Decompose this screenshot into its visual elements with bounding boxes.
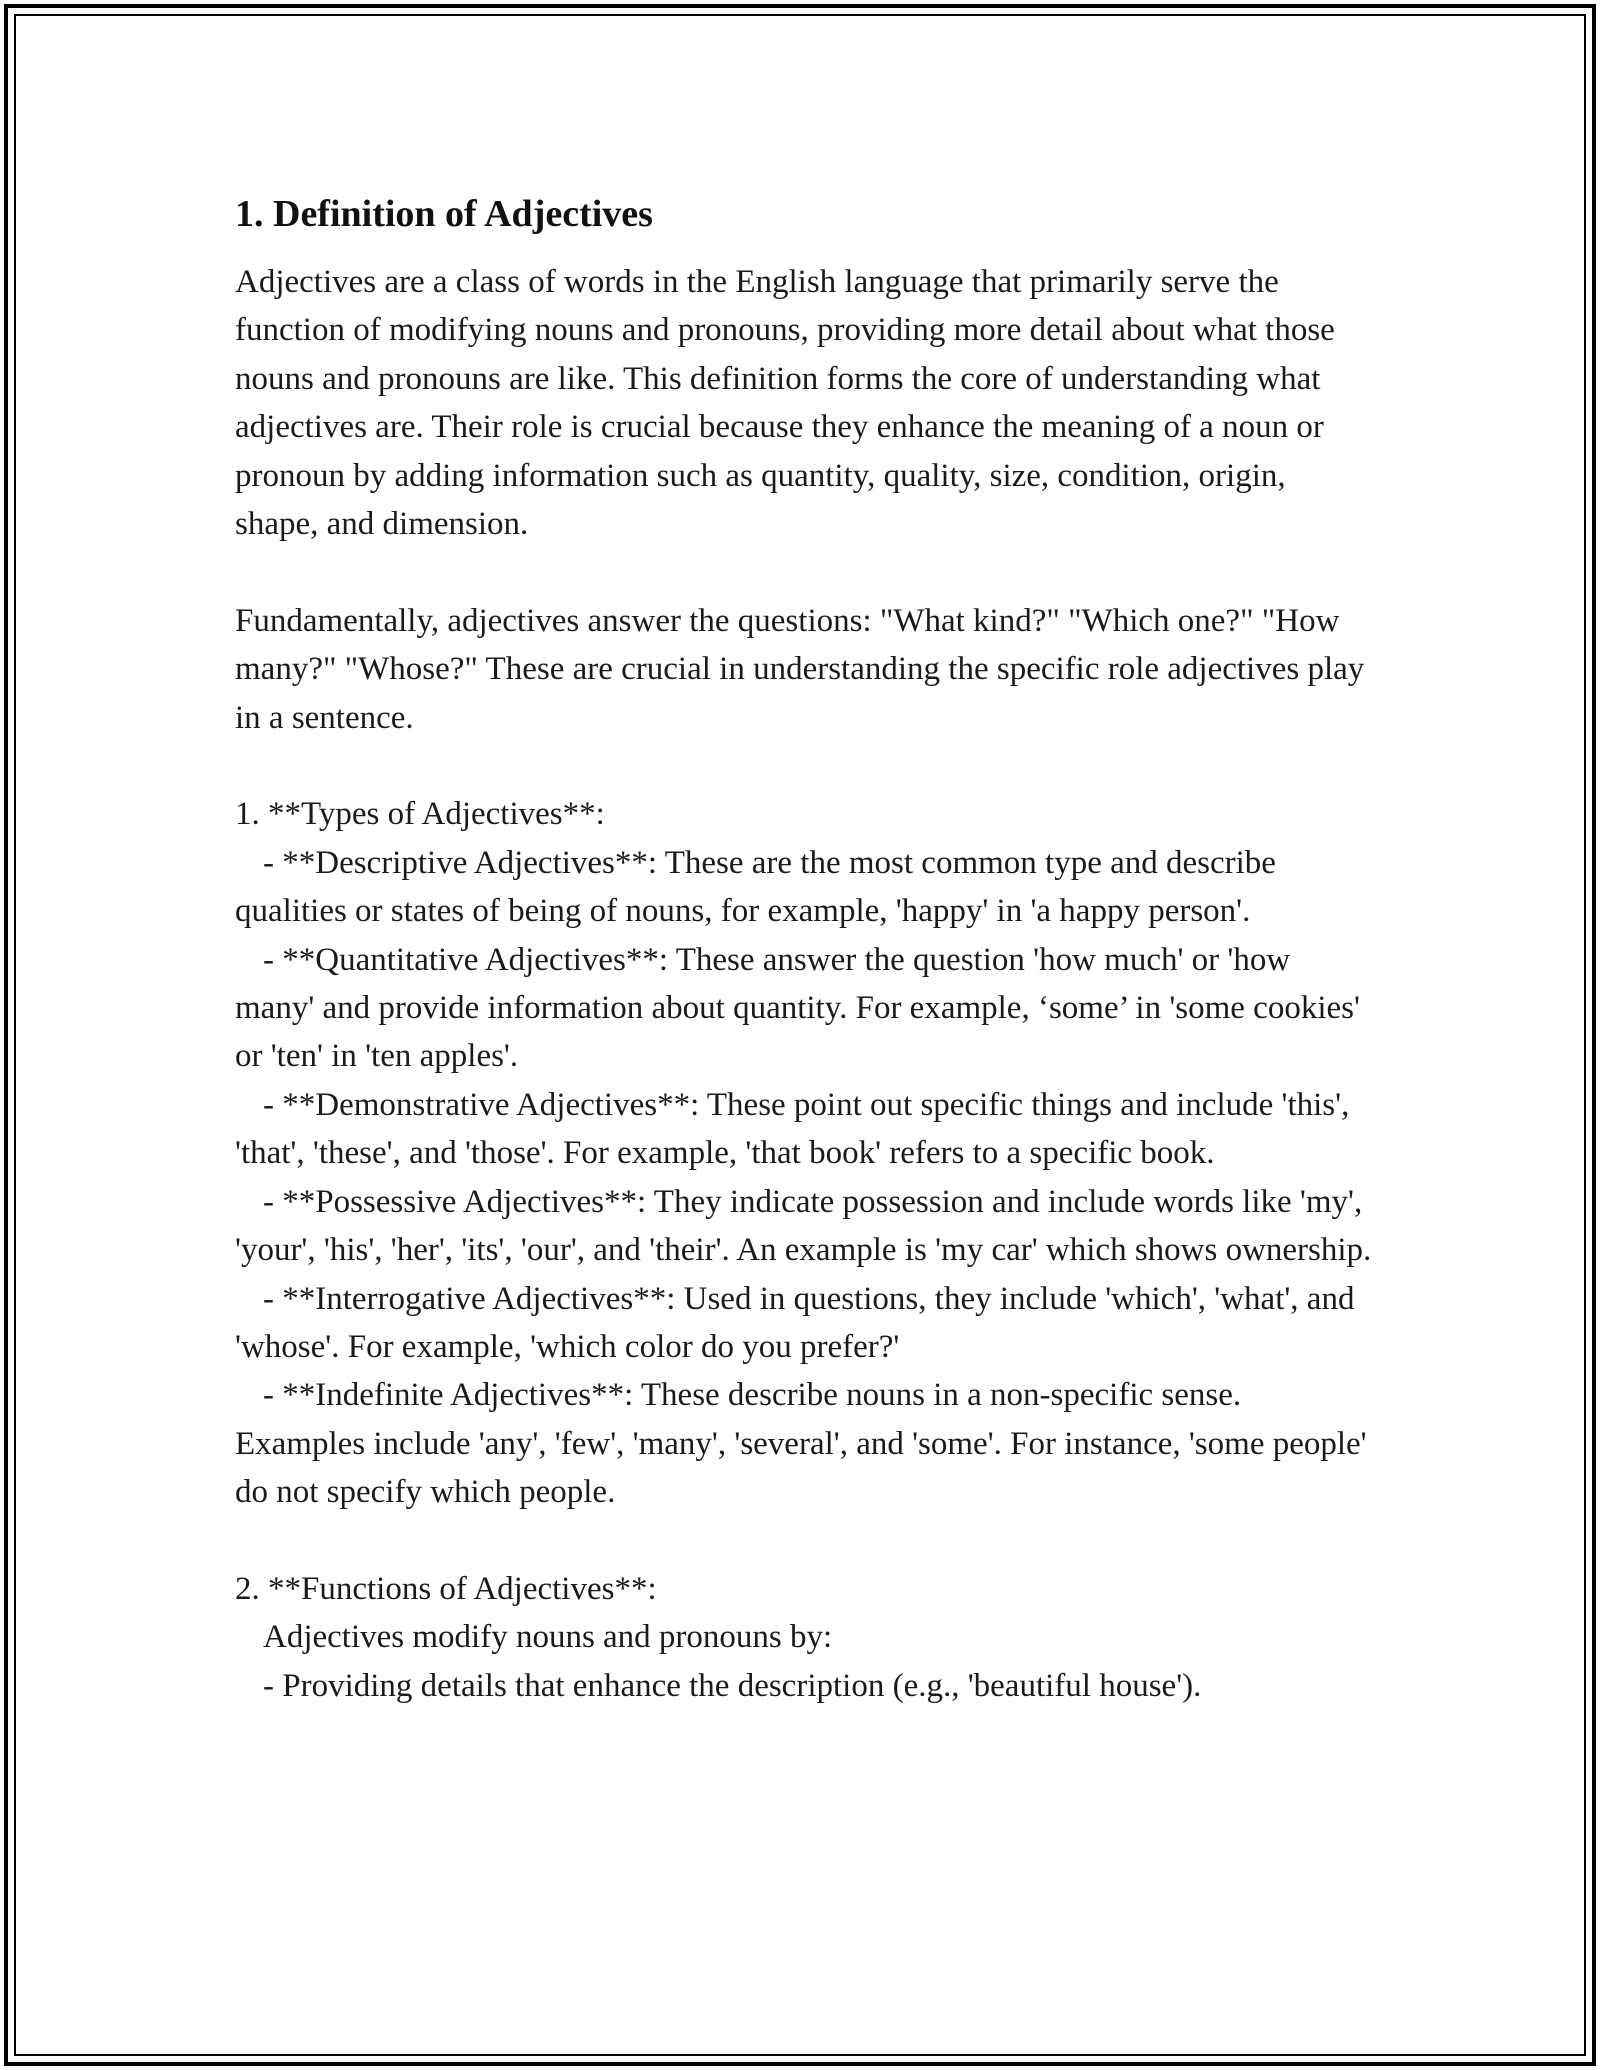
- type-descriptive: - **Descriptive Adjectives**: These are the most common type and describe qualities or states of being of nouns, for example, 'happy' in 'a happy person'.: [235, 844, 1285, 930]
- paragraph-spacer: [235, 1517, 1375, 1565]
- paragraph-spacer: [235, 742, 1375, 790]
- intro-paragraph: Adjectives are a class of words in the English language that primarily serve the function of modifying nouns and pronouns, providing more detail about what those nouns and pronouns are like. This definition forms the core of understanding what adjectives are. Their role is crucial because they enhance the meaning of a noun or pronoun by adding information such as quantity, quality, size, condition, origin, shape, and dimension.: [235, 264, 1344, 543]
- type-possessive: - **Possessive Adjectives**: They indicate possession and include words like 'my', 'your', 'his', 'her', 'its', 'our', and 'their'. An example is 'my car' which shows ownership.: [235, 1183, 1372, 1269]
- type-interrogative: - **Interrogative Adjectives**: Used in questions, they include 'which', 'what', and 'whose'. For example, 'which color do you prefer?': [235, 1280, 1363, 1365]
- paragraph-spacer: [235, 548, 1375, 596]
- types-title: 1. **Types of Adjectives**:: [235, 796, 605, 833]
- functions-lead: Adjectives modify nouns and pronouns by:: [263, 1619, 833, 1656]
- functions-list: [235, 1565, 1375, 1710]
- type-quantitative: - **Quantitative Adjectives**: These answer the question 'how much' or 'how many' and provide information about quantity. For example, ‘some’ in 'some cookies' or 'ten' in 'ten apples'.: [235, 941, 1369, 1075]
- list-item: - Providing details that enhance the description (e.g., 'beautiful house').: [263, 1667, 1202, 1704]
- list-item: [235, 839, 1375, 936]
- list-item: [235, 936, 1375, 1081]
- types-list: [235, 790, 1375, 1516]
- list-item: [235, 1178, 1375, 1275]
- type-demonstrative: - **Demonstrative Adjectives**: These point out specific things and include 'this', 'that', 'these', and 'those'. For example, 'that book' refers to a specific book.: [235, 1086, 1358, 1172]
- document-body: [235, 186, 1375, 1710]
- list-item: [235, 1371, 1375, 1516]
- questions-paragraph: Fundamentally, adjectives answer the questions: "What kind?" "Which one?" "How many?" "Whose?" These are crucial in understanding the specific role adjectives play in a sentence.: [235, 602, 1373, 736]
- list-item: [235, 1275, 1375, 1372]
- section-heading: 1. Definition of Adjectives: [235, 193, 653, 235]
- list-item: [235, 1081, 1375, 1178]
- functions-title: 2. **Functions of Adjectives**:: [235, 1570, 657, 1607]
- type-indefinite: - **Indefinite Adjectives**: These describe nouns in a non-specific sense. Examples include 'any', 'few', 'many', 'several', and 'some'. For instance, 'some people' do not specify which people.: [235, 1377, 1375, 1511]
